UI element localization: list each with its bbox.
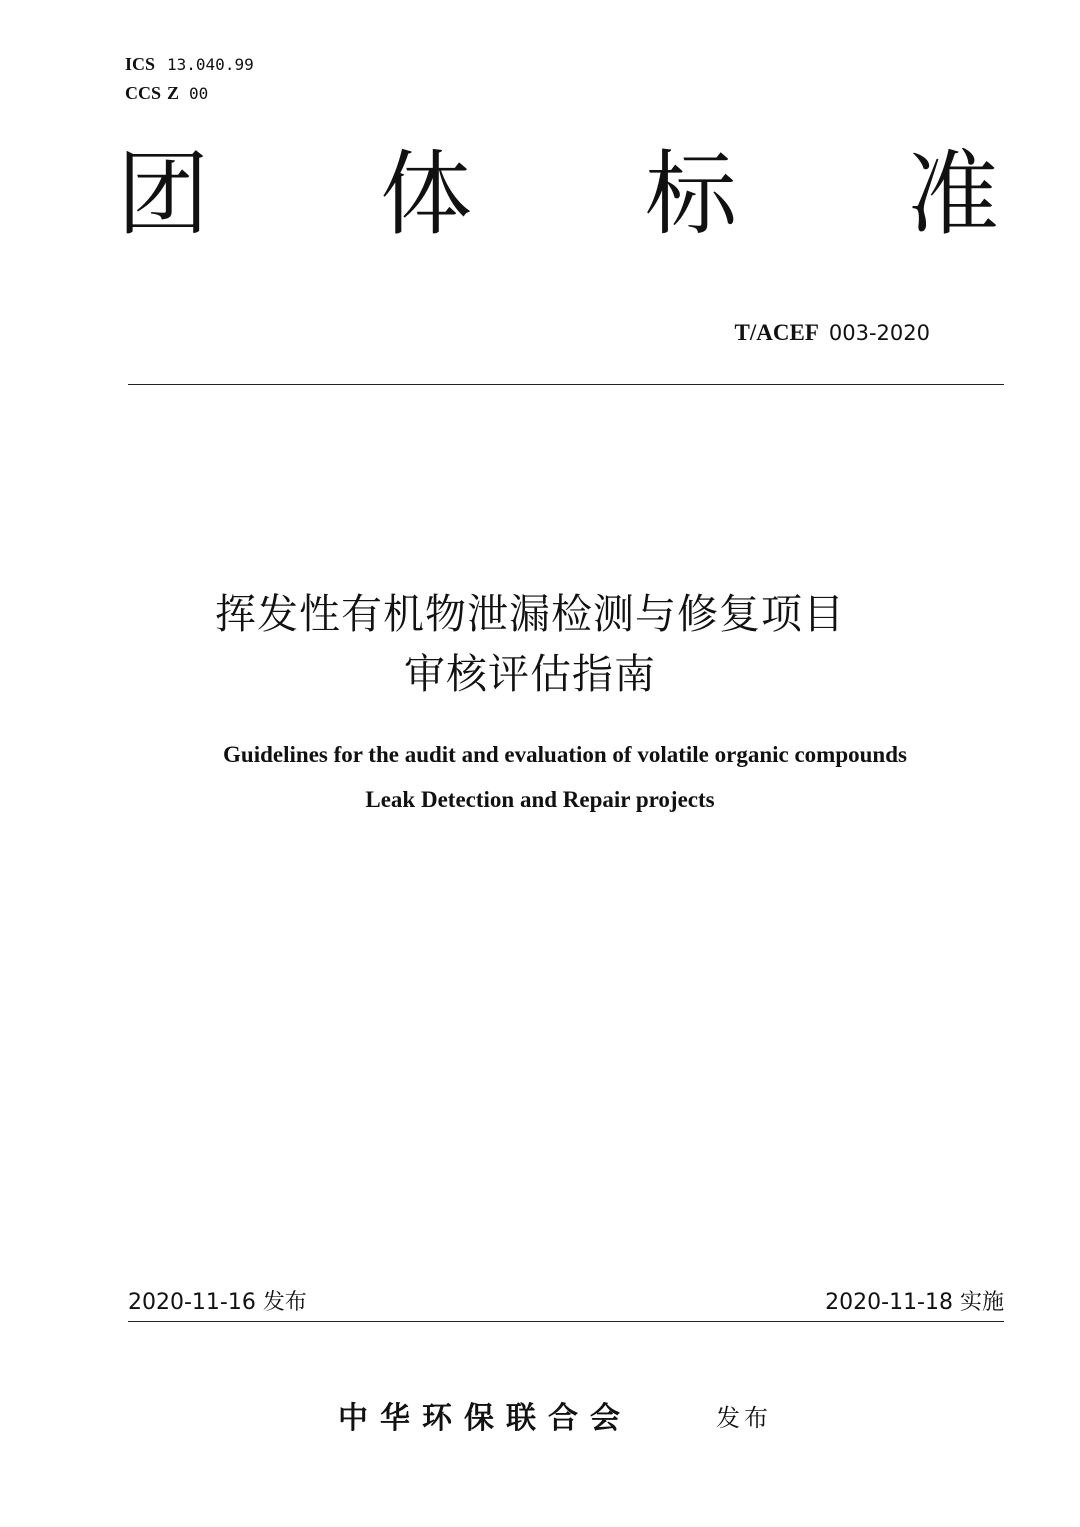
- header-char-3: 标: [644, 141, 737, 248]
- standard-code: 003-2020: [828, 321, 930, 345]
- publish-label: 发布: [716, 1404, 772, 1432]
- ics-value: 13.040.99: [167, 55, 254, 74]
- issue-date: 2020-11-16 发布: [128, 1290, 307, 1315]
- title-chinese-line-2: 审核评估指南: [404, 650, 656, 698]
- implementation-date: 2020-11-18 实施: [825, 1290, 1004, 1315]
- ics-label: ICS: [125, 54, 156, 74]
- title-english-line-1: Guidelines for the audit and evaluation of volatile organic compounds: [223, 742, 907, 767]
- header-char-4: 准: [906, 141, 999, 248]
- standard-number: [735, 320, 930, 346]
- header-char-1: 团: [116, 141, 209, 248]
- title-chinese-line-1: 挥发性有机物泄漏检测与修复项目: [215, 590, 845, 638]
- ccs-label: CCS: [125, 83, 162, 103]
- ccs-classification: [125, 82, 208, 105]
- bottom-divider: [128, 1321, 1004, 1322]
- title-english-line-2: Leak Detection and Repair projects: [365, 787, 715, 812]
- standard-prefix: T/ACEF: [734, 320, 819, 345]
- ccs-value: 00: [189, 84, 209, 103]
- ccs-letter: Z: [167, 83, 180, 103]
- publisher-name: 中华环保联合会: [338, 1401, 632, 1436]
- header-char-2: 体: [379, 141, 472, 248]
- ics-classification: [125, 53, 254, 76]
- top-divider: [128, 384, 1004, 385]
